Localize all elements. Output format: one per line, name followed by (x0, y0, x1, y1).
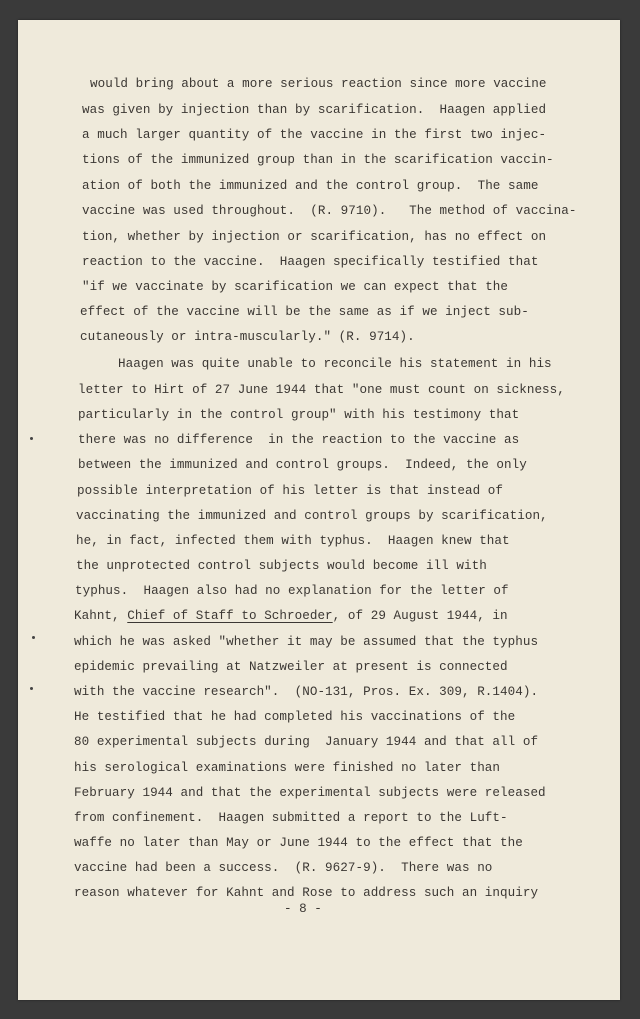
text-line: vaccinating the immunized and control groups by scarification, (76, 509, 548, 523)
underlined-text: Chief of Staff to Schroeder (127, 609, 333, 623)
document-page (18, 20, 620, 1000)
text-line: effect of the vaccine will be the same as if we inject sub- (80, 305, 529, 319)
text-line: was given by injection than by scarification. Haagen applied (82, 103, 547, 117)
text-line: would bring about a more serious reaction since more vaccine (90, 77, 547, 91)
text-line: "if we vaccinate by scarification we can expect that the (82, 280, 509, 294)
text-line: particularly in the control group" with his testimony that (78, 408, 520, 422)
text-line: possible interpretation of his letter is that instead of (77, 484, 504, 498)
text-line: ation of both the immunized and the control group. The same (82, 179, 539, 193)
text-line: letter to Hirt of 27 June 1944 that "one must count on sickness, (78, 383, 565, 397)
text-line: vaccine had been a success. (R. 9627-9). There was no (74, 861, 493, 875)
text-line: tion, whether by injection or scarification, has no effect on (82, 230, 547, 244)
text-line-with-underline (74, 610, 508, 623)
margin-mark (30, 437, 33, 440)
text-line: reason whatever for Kahnt and Rose to address such an inquiry (74, 886, 539, 900)
text-line: a much larger quantity of the vaccine in the first two injec- (82, 128, 547, 142)
text-line: tions of the immunized group than in the scarification vaccin- (82, 153, 554, 167)
text-line: between the immunized and control groups. Indeed, the only (78, 458, 527, 472)
text-line: February 1944 and that the experimental subjects were released (74, 786, 546, 800)
margin-mark (32, 636, 35, 639)
page-number: - 8 - (284, 902, 322, 916)
text-line: epidemic prevailing at Natzweiler at present is connected (74, 660, 508, 674)
margin-mark (30, 687, 33, 690)
text-line: Haagen was quite unable to reconcile his statement in his (80, 357, 552, 371)
text-line: with the vaccine research". (NO-131, Pros. Ex. 309, R.1404). (74, 685, 539, 699)
text-line: his serological examinations were finished no later than (74, 761, 501, 775)
text-fragment: Kahnt, (74, 609, 128, 623)
text-line: the unprotected control subjects would become ill with (76, 559, 487, 573)
text-line: typhus. Haagen also had no explanation for the letter of (75, 584, 509, 598)
text-line: cutaneously or intra-muscularly." (R. 9714). (80, 330, 415, 344)
text-line: vaccine was used throughout. (R. 9710). The method of vaccina- (82, 204, 577, 218)
text-line: there was no difference in the reaction to the vaccine as (78, 433, 520, 447)
text-fragment: , of 29 August 1944, in (332, 609, 508, 623)
text-line: waffe no later than May or June 1944 to the effect that the (74, 836, 523, 850)
text-line: which he was asked "whether it may be assumed that the typhus (74, 635, 539, 649)
text-line: 80 experimental subjects during January 1944 and that all of (74, 735, 539, 749)
text-line: from confinement. Haagen submitted a report to the Luft- (74, 811, 508, 825)
text-line: He testified that he had completed his vaccinations of the (74, 710, 516, 724)
text-line: reaction to the vaccine. Haagen specifically testified that (82, 255, 539, 269)
text-line: he, in fact, infected them with typhus. Haagen knew that (76, 534, 510, 548)
